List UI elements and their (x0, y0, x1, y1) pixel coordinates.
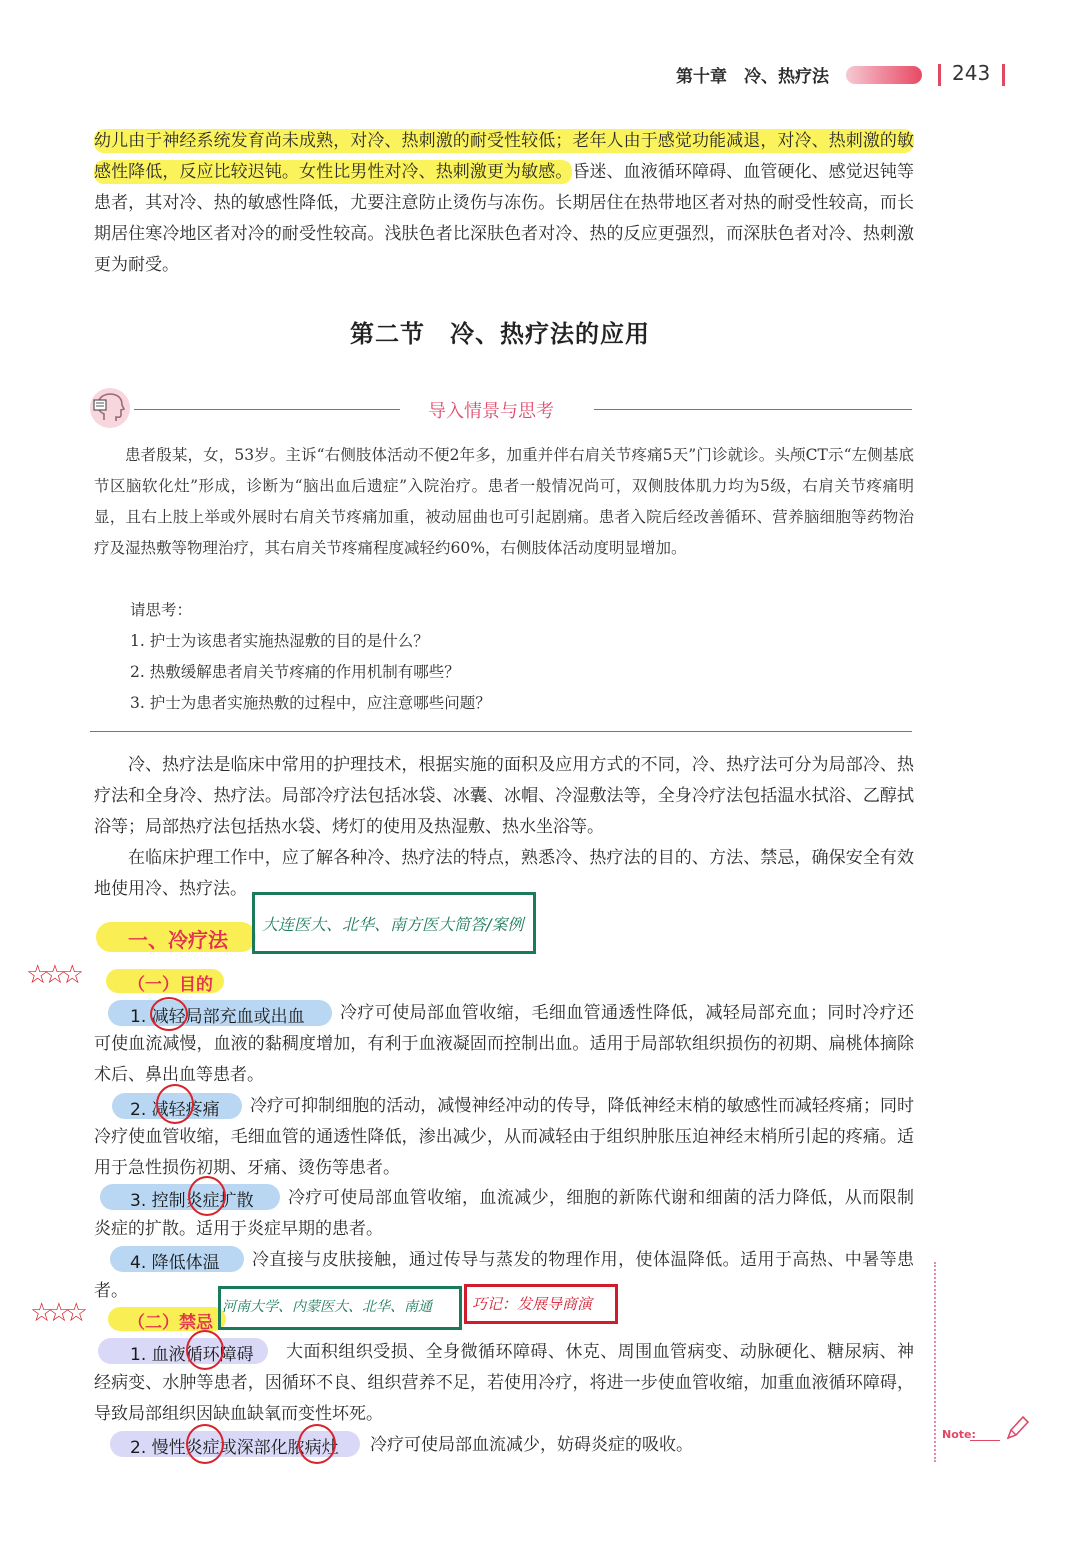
contraindication-label: 2. 慢性炎症或深部化脓病灶 (130, 1438, 339, 1458)
star-marks: ☆☆☆ (26, 960, 78, 990)
question-item: 1. 护士为该患者实施热湿敷的目的是什么？ (130, 632, 429, 650)
note-label: Note: (942, 1428, 976, 1441)
header-color-bar (846, 66, 922, 84)
header-divider (1002, 64, 1005, 86)
purpose-item-text: 冷直接与皮肤接触，通过传导与蒸发的物理作用，使体温降低。适用于高热、中暑等患者。 (94, 1250, 914, 1301)
section-title: 第二节 冷、热疗法的应用 (350, 320, 650, 348)
handwritten-annotation: 大连医大、北华、南方医大简答/案例 (262, 915, 524, 934)
contraindication-label: 1. 血液循环障碍 (130, 1345, 254, 1365)
question-item: 3. 护士为患者实施热敷的过程中，应注意哪些问题？ (130, 694, 491, 712)
paragraph-text: 昏迷、血液循环障碍、血管硬化、感觉迟钝等患者，其对冷、热的敏感性降低，尤要注意防止烫伤与冻伤。长期居住在热带地区者对热的耐受性较高，而长期居住寒冷地区者对冷的耐受性较高。浅肤色者比深肤色者对冷、热的反应更强烈，而深肤色者对冷、热刺激更为耐受。 (94, 162, 915, 275)
note-underline (970, 1440, 1000, 1441)
header-divider (938, 64, 941, 86)
page-number: 243 (952, 61, 991, 85)
note-margin-line (934, 1262, 936, 1462)
case-text: 患者殷某，女，53岁。主诉“右侧肢体活动不便2年多，加重并伴右肩关节疼痛5天”门诊就诊。头颅CT示“左侧基底节区脑软化灶”形成，诊断为“脑出血后遗症”入院治疗。患者一般情况尚可，双侧肢体肌力均为5级，右肩关节疼痛明显，且右上肢上举或外展时右肩关节疼痛加重，被动屈曲也可引起剧痛。患者入院后经改善循环、营养脑细胞等药物治疗及湿热敷等物理治疗，其右肩关节疼痛程度减轻约60%，右侧肢体活动度明显增加。 (94, 446, 914, 557)
purpose-item-label: 4. 降低体温 (130, 1253, 220, 1273)
divider (594, 409, 912, 410)
body-paragraph: 冷、热疗法是临床中常用的护理技术，根据实施的面积及应用方式的不同，冷、热疗法可分为局部冷、热疗法和全身冷、热疗法。局部冷疗法包括冰袋、冰囊、冰帽、冷湿敷法等，全身冷疗法包括温水拭浴、乙醇拭浴等；局部热疗法包括热水袋、烤灯的使用及热湿敷、热水坐浴等。 (94, 755, 914, 837)
cold-therapy-heading: 一、冷疗法 (128, 928, 228, 952)
contraindications-heading: （二）禁忌 (128, 1313, 213, 1333)
star-marks: ☆☆☆ (30, 1298, 82, 1328)
divider (90, 731, 912, 732)
mnemonic-annotation: 巧记：发展导商演 (472, 1295, 593, 1313)
contraindication-text: 冷疗可使局部血流减少，妨碍炎症的吸收。 (370, 1435, 693, 1455)
intro-paragraph (94, 126, 914, 281)
purpose-heading: （一）目的 (128, 975, 213, 995)
purpose-item-label: 1. 减轻局部充血或出血 (130, 1007, 305, 1027)
contraindication-text: 大面积组织受损、全身微循环障碍、休克、周围血管病变、动脉硬化、糖尿病、神经病变、水肿等患者，因循环不良、组织营养不足，若使用冷疗，将进一步使血管收缩，加重血液循环障碍，导致局部组织因缺血缺氧而变性坏死。 (94, 1342, 914, 1424)
purpose-item-text: 冷疗可使局部血管收缩，毛细血管通透性降低，减轻局部充血；同时冷疗还可使血流减慢，血液的黏稠度增加，有利于血液凝固而控制出血。适用于局部软组织损伤的初期、扁桃体摘除术后、鼻出血等患者。 (94, 1003, 914, 1085)
chapter-header: 第十章 冷、热疗法 (676, 67, 829, 87)
purpose-item-text: 冷疗可抑制细胞的活动，减慢神经冲动的传导，降低神经末梢的敏感性而减轻疼痛；同时冷疗使血管收缩，毛细血管的通透性降低，渗出减少，从而减轻由于组织肿胀压迫神经末梢所引起的疼痛。适用于急性损伤初期、牙痛、烫伤等患者。 (94, 1096, 914, 1178)
thinking-head-icon (90, 388, 130, 428)
think-prompt: 请思考： (130, 601, 193, 619)
purpose-item-label: 3. 控制炎症扩散 (130, 1191, 254, 1211)
divider (134, 409, 400, 410)
question-item: 2. 热敷缓解患者肩关节疼痛的作用机制有哪些？ (130, 663, 460, 681)
body-paragraph: 在临床护理工作中，应了解各种冷、热疗法的特点，熟悉冷、热疗法的目的、方法、禁忌，确保安全有效地使用冷、热疗法。 (94, 848, 914, 899)
purpose-item-label: 2. 减轻疼痛 (130, 1100, 220, 1120)
scenario-title: 导入情景与思考 (428, 401, 554, 422)
pen-icon (1004, 1414, 1030, 1446)
purpose-item-text: 冷疗可使局部血管收缩，血流减少，细胞的新陈代谢和细菌的活力降低，从而限制炎症的扩散。适用于炎症早期的患者。 (94, 1188, 914, 1239)
highlighted-text: 幼儿由于神经系统发育尚未成熟，对冷、热刺激的耐受性较低；老年人由于感觉功能减退，对冷、热刺激的敏感性降低，反应比较迟钝。女性比男性对冷、热刺激更为敏感。 (94, 131, 914, 182)
handwritten-annotation: 河南大学、内蒙医大、北华、南通 (222, 1299, 432, 1315)
